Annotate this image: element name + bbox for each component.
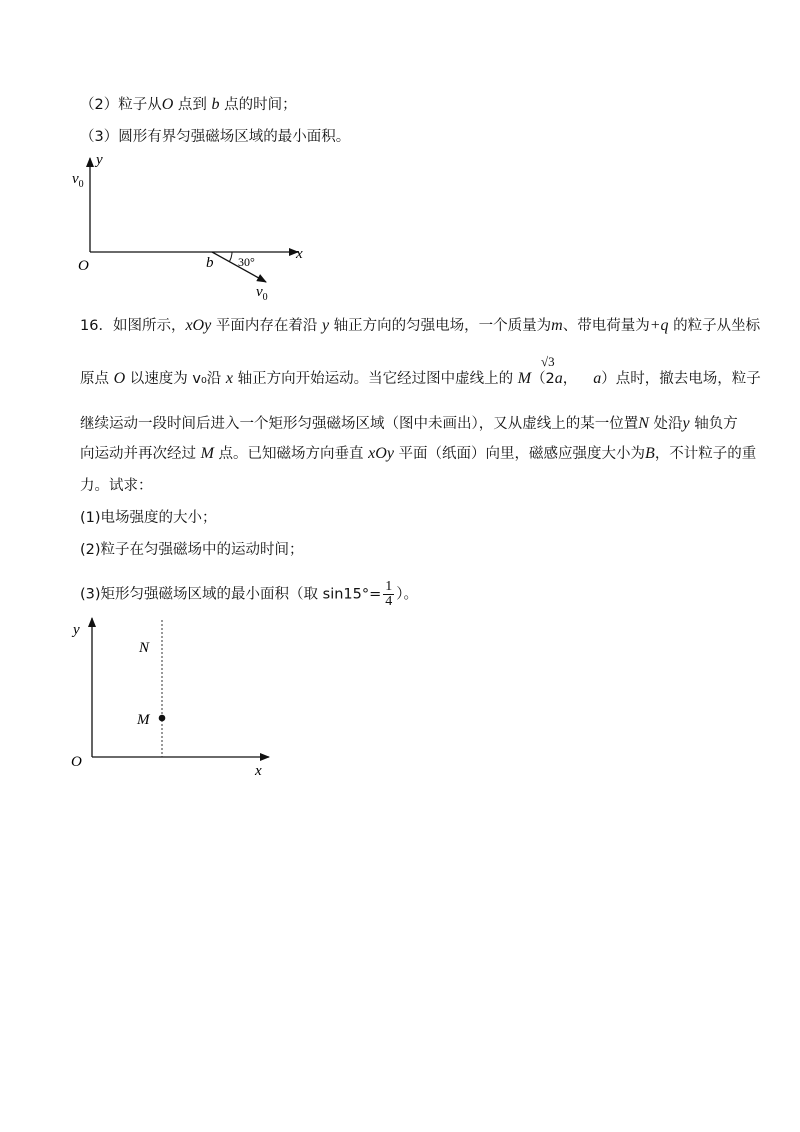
q16-line-3: 继续运动一段时间后进入一个矩形匀强磁场区域（图中未画出），又从虚线上的某一位置N 处沿y 轴负方 — [80, 415, 738, 432]
q15-subquestion-2: （2）粒子从O 点到 b 点的时间； — [80, 96, 297, 113]
figure-1-diagram — [60, 150, 320, 305]
fig2-label-O: O — [71, 754, 82, 770]
fig1-label-b: b — [206, 255, 214, 271]
fig2-label-x: x — [255, 763, 262, 779]
figure-2-diagram — [65, 612, 295, 782]
q16-subquestion-1: (1)电场强度的大小； — [80, 510, 217, 526]
fig1-label-y: y — [96, 152, 103, 168]
fig1-angle-arc — [230, 252, 233, 262]
fig2-point-M — [159, 715, 166, 722]
fig2-label-y: y — [73, 622, 80, 638]
fig1-label-angle: 30° — [238, 255, 255, 269]
fig1-label-x: x — [296, 246, 303, 262]
fig2-label-M: M — [137, 712, 150, 728]
fraction-one-quarter: $\frac{1}{4}$ — [385, 579, 393, 609]
fig1-label-v0-top: $v_0$ — [72, 171, 84, 190]
q16-subquestion-2: (2)粒子在匀强磁场中的运动时间； — [80, 542, 304, 558]
fig1-label-v0-bottom: $v_0$ — [256, 284, 268, 303]
q16-subquestion-3: (3)矩形匀强磁场区域的最小面积（取 sin15°= $\frac{1}{4}$ ）。 — [80, 579, 419, 609]
q16-sqrt3: √3 — [541, 354, 555, 369]
q16-line-2: 原点 O 以速度为 v₀沿 x 轴正方向开始运动。当它经过图中虚线上的 M（2a， a）点时，撤去电场，粒子 — [80, 370, 761, 387]
fig2-label-N: N — [139, 640, 150, 656]
fig1-label-O: O — [78, 258, 89, 274]
q16-line-1: 16．如图所示，xOy 平面内存在着沿 y 轴正方向的匀强电场，一个质量为m、带电荷量为+q 的粒子从坐标 — [80, 317, 761, 334]
q15-subquestion-3: （3）圆形有界匀强磁场区域的最小面积。 — [80, 129, 351, 145]
q16-line-5: 力。试求： — [80, 478, 153, 494]
q16-line-4: 向运动并再次经过 M 点。已知磁场方向垂直 xOy 平面（纸面）向里，磁感应强度大小为B，不计粒子的重 — [80, 445, 757, 462]
